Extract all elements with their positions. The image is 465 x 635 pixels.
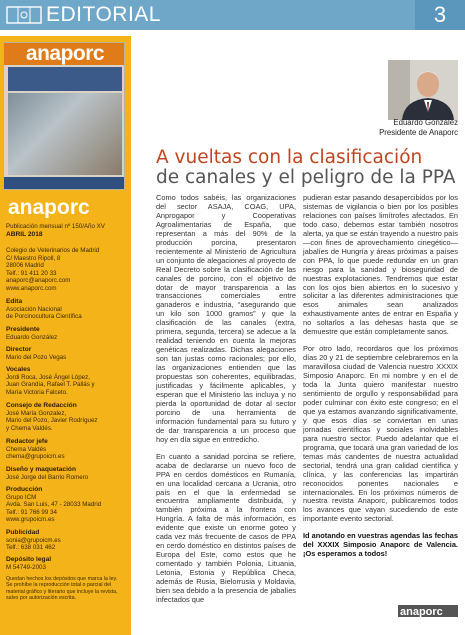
deposito-value: M 54749-2003 <box>6 563 46 571</box>
produccion-block <box>6 486 128 524</box>
article-paragraph: Como todos sabéis, las organizaciones del sector ASAJA, COAG, UPA, Anprogapor y Cooperativas Agroalimentarias de España, que representan a más del 90% de la producción porcina, presentaron recientemente al Ministerio de Agricultura un conjunto de alegaciones al proyecto de Real Decreto sobre la clasificación de las canales de porcino, con el objetivo de dotar de mayor transparencia a las transacciones comerciales entre ganaderos e industria, “asegurando que un kilo son 1000 gramos” y que la clasificación de las canales (extra, primera, segunda, tercera) se adecue a la realidad teniendo en cuenta la mejoras genéticas realizadas. Dichas alegaciones son tan justas como racionales; por ello, las organizaciones entienden que las propuestas son coherentes, equilibradas, justificadas y fácilmente aplicables, y esperan que el Ministerio las incluya y no pierda la oportunidad de dotar al sector porcino de una herramienta de información fundamental para su futuro y de dar transparencia a un proceso que hoy en día sigue en entredicho. <box>156 193 296 444</box>
redactor-label: Redactor jefe <box>6 438 48 445</box>
address-line: Telf.: 91 411 20 33 <box>6 269 57 277</box>
author-caption <box>270 118 458 137</box>
cover-bottom-band <box>4 177 125 190</box>
edita-line: Asociación Nacional <box>6 305 62 313</box>
publication-number: Publicación mensual nº 150/Año XV <box>6 223 105 230</box>
address-line: C/ Maestro Ripoll, 8 <box>6 254 61 262</box>
address-line: anaporc@anaporc.com <box>6 277 71 285</box>
produccion-line: www.grupoicm.es <box>6 516 55 524</box>
editorial-room-icon <box>6 4 42 26</box>
redactor-block <box>6 438 128 461</box>
vocales-line: Jordi Roca, José Ángel López, <box>6 373 90 381</box>
redactor-line: Chema Valdés <box>6 445 47 453</box>
deposito-block <box>6 556 128 571</box>
presidente-value: Eduardo González <box>6 333 58 341</box>
legal-note: Quedan hechos los depósitos que marca la ley. Se prohíbe la reproducción total o parcial del material gráfico y literario que incluye la revista, salvo por autorización escrita. <box>6 576 118 602</box>
author-portrait <box>388 60 458 120</box>
author-name: Eduardo González <box>393 118 458 127</box>
diseno-block <box>6 466 128 481</box>
page-header <box>0 0 465 30</box>
article-paragraph: En cuanto a sanidad porcina se refiere, acaba de declararse un nuevo foco de PPA en cerdos domésticos en Rumanía, en una localidad cercana a Ucrania, otro país en el que la enfermedad se encuentra ampliamente distribuida, y también próxima a la frontera con Hungría. A falta de más información, es evidente que existe un enorme goteo y cada vez más frecuente de casos de PPA en cerdo doméstico en distintos países de Europa del Este, como estos que he comentado y también Polonia, Lituania, Letonia, Estonia y República Checa, además de Rusia, Bielorrusia y Moldavia, bien sea debido a la presencia de jabalíes infectados que <box>156 451 296 604</box>
article-paragraph: Por otro lado, recordaros que los próximos días 20 y 21 de septiembre celebraremos en la maravillosa ciudad de Valencia nuestro XXXIX Simposio Anaporc. En mi nombre y en el de toda la Junta quiero manifestar nuestro sentimiento de orgullo y responsabilidad para poder culminar con éxito este congreso; en el que ya estamos avanzando significativamente, y que esos días se conviertan en unas jornadas científicas y sociales inolvidables para nuestro sector. Puedo adelantar que el programa, que tocará una gran variedad de los temas más candentes de nuestra actualidad sectorial, tendrá una gran calidad científica y clínica, y las conferencias las impartirán reconocidos ponentes nacionales e internacionales. En los próximos números de nuestra revista Anaporc, publicaremos todos los avances que vayan sucediendo de este importante evento sectorial. <box>303 344 458 524</box>
director-block <box>6 346 128 361</box>
director-value: Mario del Pozo Vegas <box>6 353 67 361</box>
cover-headline-block <box>8 67 122 91</box>
deposito-label: Depósito legal <box>6 556 52 563</box>
article-title <box>156 148 456 188</box>
header-bar <box>0 0 415 30</box>
page-number: 3 <box>415 0 465 30</box>
redactor-email: chema@grupoicm.es <box>6 453 65 461</box>
produccion-label: Producción <box>6 486 43 493</box>
edita-block <box>6 298 128 321</box>
author-role: Presidente de Anaporc <box>379 127 458 137</box>
consejo-line: Mario del Pozo, Javier Rodríguez <box>6 417 98 425</box>
cover-logo: anaporc <box>4 43 125 65</box>
vocales-block <box>6 366 128 396</box>
produccion-line: Telf.: 91 766 99 34 <box>6 508 57 516</box>
author-photo <box>388 60 458 120</box>
produccion-line: Grupo ICM <box>6 493 37 501</box>
publicidad-label: Publicidad <box>6 529 40 536</box>
consejo-line: y Chema Valdés. <box>6 424 53 432</box>
consejo-block <box>6 402 128 432</box>
publication-date: ABRIL 2018 <box>6 230 43 238</box>
consejo-label: Consejo de Redacción <box>6 402 77 409</box>
address-line: Colegio de Veterinarios de Madrid <box>6 247 100 254</box>
diseno-label: Diseño y maquetación <box>6 466 76 473</box>
address-line: www.anaporc.com <box>6 284 57 292</box>
consejo-line: José María Gonzalez, <box>6 409 67 417</box>
anaporc-logo <box>6 196 124 218</box>
footer-logo-text: anaporc <box>400 606 443 617</box>
address-line: 28006 Madrid <box>6 262 44 270</box>
article-title-line1: A vueltas con la clasificación <box>156 147 423 168</box>
anaporc-logo-text: anaporc <box>8 196 90 218</box>
publicidad-block <box>6 529 128 552</box>
produccion-line: Avda. San Luis, 47 - 28033 Madrid <box>6 501 102 509</box>
diseno-value: José Jorge del Barrio Romero <box>6 473 89 481</box>
article-paragraph: pudieran estar pasando desapercibidos por los sistemas de vigilancia o bien por los posibles relaciones con países limítrofes afectados. En todo caso, debemos estar también nosotros alerta, ya que se están trayendo a nuestro país —con fines de aprovechamiento cinegético— jabalíes de Hungría y áreas próximas a países con PPA, lo que puede redundar en un gran riesgo para la sanidad y bioseguridad de nuestras explotaciones. Tendremos que estar con los ojos bien abiertos en lo sucesivo y solicitar a las diferentes administraciones que esos animales sean analizados exhaustivamente antes de entrar en España y no soltarlos a las dehesas hasta que se demuestre que están completamente sanos. <box>303 193 458 337</box>
edita-line: de Porcinocultura Científica <box>6 313 82 321</box>
article-column-2 <box>303 194 458 567</box>
cover-photo <box>8 93 122 175</box>
publicidad-phone: Telf.: 638 031 462 <box>6 544 56 552</box>
publisher-address <box>6 247 128 293</box>
vocales-label: Vocales <box>6 366 31 373</box>
vocales-line: Juan Grandía, Rafael T. Pallás y <box>6 381 95 389</box>
edita-label: Edita <box>6 298 23 305</box>
presidente-label: Presidente <box>6 326 40 333</box>
vocales-line: María Victoria Falceto. <box>6 388 68 396</box>
publication-info <box>6 223 128 238</box>
article-title-line2: de canales y el peligro de la PPA <box>156 167 456 188</box>
presidente-block <box>6 326 128 341</box>
footer-anaporc-logo <box>398 605 458 617</box>
section-title: EDITORIAL <box>46 3 161 26</box>
publicidad-email: sonia@grupoicm.es <box>6 536 61 544</box>
article-column-1 <box>156 194 296 613</box>
article-closing: Id anotando en vuestras agendas las fechas del XXXIX Simposio Anaporc de Valencia. ¡Os esperamos a todos! <box>303 531 458 559</box>
director-label: Director <box>6 346 32 353</box>
magazine-cover <box>3 42 125 190</box>
